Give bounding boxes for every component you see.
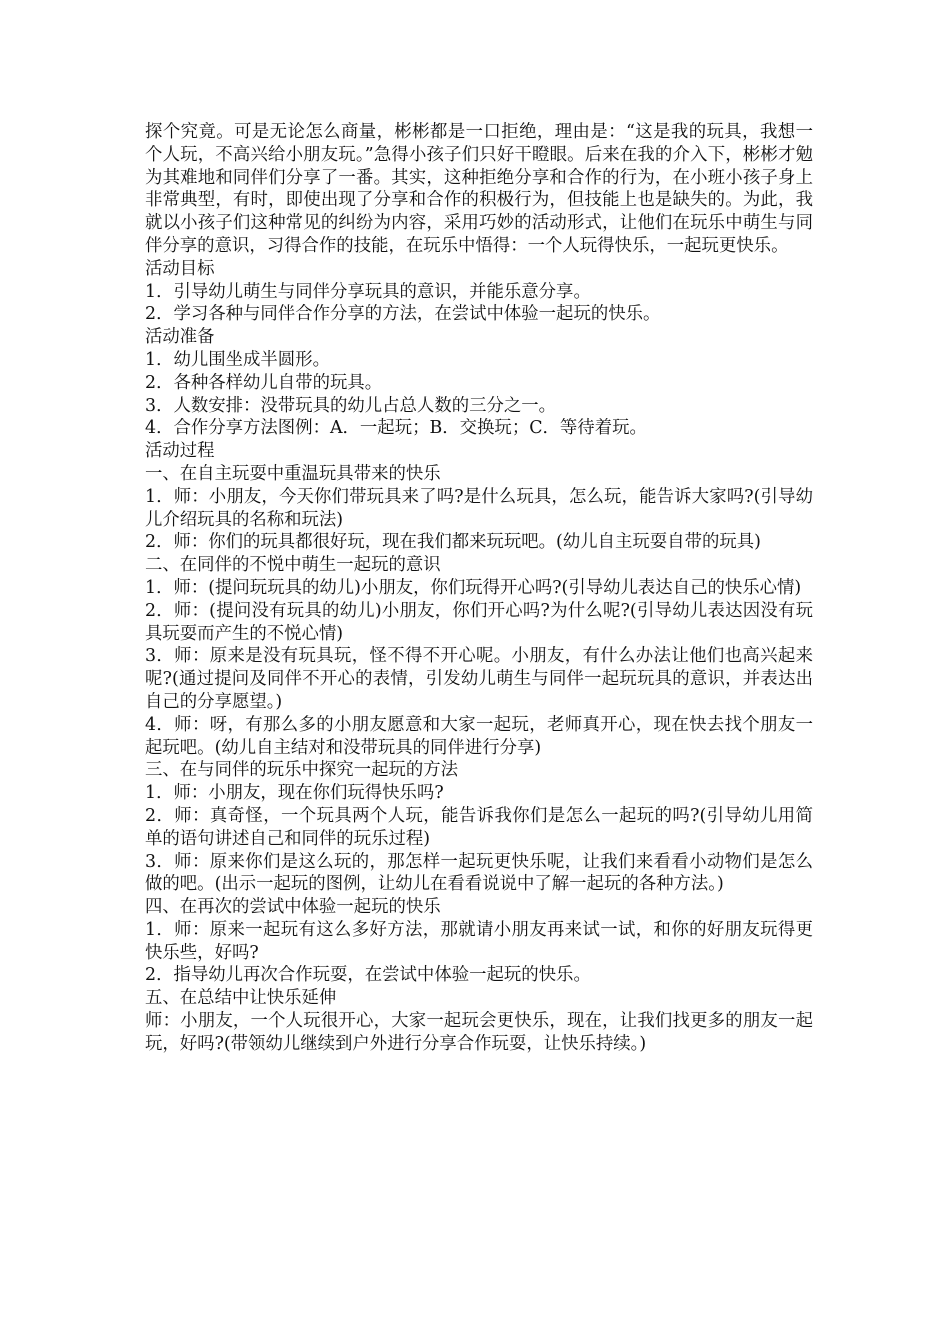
process-step-heading: 三、在与同伴的玩乐中探究一起玩的方法 [145, 760, 459, 781]
section-heading-preparation: 活动准备 [145, 327, 215, 348]
preparation-item: 3．人数安排：没带玩具的幼儿占总人数的三分之一。 [145, 395, 557, 416]
closing-paragraph: 师：小朋友，一个人玩很开心，大家一起玩会更快乐，现在，让我们找更多的朋友一起玩，好吗?(带领幼儿继续到户外进行分享合作玩耍，让快乐持续。) [145, 1011, 813, 1054]
goal-item: 2．学习各种与同伴合作分享的方法，在尝试中体验一起玩的快乐。 [145, 304, 661, 325]
process-step-heading: 四、在再次的尝试中体验一起玩的快乐 [145, 897, 441, 918]
section-heading-goals: 活动目标 [145, 258, 215, 279]
document-page [145, 121, 813, 1056]
process-step-heading: 一、在自主玩耍中重温玩具带来的快乐 [145, 463, 441, 484]
process-item: 2．师：你们的玩具都很好玩，现在我们都来玩玩吧。(幼儿自主玩耍自带的玩具) [145, 532, 761, 553]
process-item: 1．师：小朋友，现在你们玩得快乐吗? [145, 783, 444, 804]
process-item: 3．师：原来是没有玩具玩，怪不得不开心呢。小朋友，有什么办法让他们也高兴起来呢?(通过提问及同伴不开心的表情，引发幼儿萌生与同伴一起玩玩具的意识，并表达出自己的分享愿望。) [145, 646, 813, 712]
process-item: 2．师：真奇怪，一个玩具两个人玩，能告诉我你们是怎么一起玩的吗?(引导幼儿用简单的语句讲述自己和同伴的玩乐过程) [145, 805, 813, 849]
preparation-item: 4．合作分享方法图例：A．一起玩；B．交换玩；C．等待着玩。 [145, 418, 647, 439]
process-item: 1．师：原来一起玩有这么多好方法，那就请小朋友再来试一试，和你的好朋友玩得更快乐些，好吗? [145, 919, 813, 963]
process-item: 2．师：(提问没有玩具的幼儿)小朋友，你们开心吗?为什么呢?(引导幼儿表达因没有玩具玩耍而产生的不悦心情) [145, 600, 813, 644]
process-item: 3．师：原来你们是这么玩的，那怎样一起玩更快乐呢，让我们来看看小动物们是怎么做的吧。(出示一起玩的图例，让幼儿在看看说说中了解一起玩的各种方法。) [145, 851, 813, 895]
process-step-heading: 五、在总结中让快乐延伸 [145, 988, 337, 1009]
process-item: 1．师：小朋友，今天你们带玩具来了吗?是什么玩具，怎么玩，能告诉大家吗?(引导幼儿介绍玩具的名称和玩法) [145, 486, 813, 530]
preparation-item: 2．各种各样幼儿自带的玩具。 [145, 372, 383, 393]
preparation-item: 1．幼儿围坐成半圆形。 [145, 349, 330, 370]
process-item: 4．师：呀，有那么多的小朋友愿意和大家一起玩，老师真开心，现在快去找个朋友一起玩吧。(幼儿自主结对和没带玩具的同伴进行分享) [145, 714, 813, 758]
intro-paragraph: 探个究竟。可是无论怎么商量，彬彬都是一口拒绝，理由是：“这是我的玩具，我想一个人玩，不高兴给小朋友玩。”急得小孩子们只好干瞪眼。后来在我的介入下，彬彬才勉为其难地和同伴们分享了一番。其实，这种拒绝分享和合作的行为，在小班小孩子身上非常典型，有时，即使出现了分享和合作的积极行为，但技能上也是缺失的。为此，我就以小孩子们这种常见的纠纷为内容，采用巧妙的活动形式，让他们在玩乐中萌生与同伴分享的意识，习得合作的技能，在玩乐中悟得：一个人玩得快乐，一起玩更快乐。 [145, 122, 813, 256]
process-step-heading: 二、在同伴的不悦中萌生一起玩的意识 [145, 555, 441, 576]
process-item: 1．师：(提问玩玩具的幼儿)小朋友，你们玩得开心吗?(引导幼儿表达自己的快乐心情) [145, 577, 802, 598]
process-item: 2．指导幼儿再次合作玩耍，在尝试中体验一起玩的快乐。 [145, 965, 591, 986]
section-heading-process: 活动过程 [145, 441, 215, 462]
goal-item: 1．引导幼儿萌生与同伴分享玩具的意识，并能乐意分享。 [145, 281, 591, 302]
